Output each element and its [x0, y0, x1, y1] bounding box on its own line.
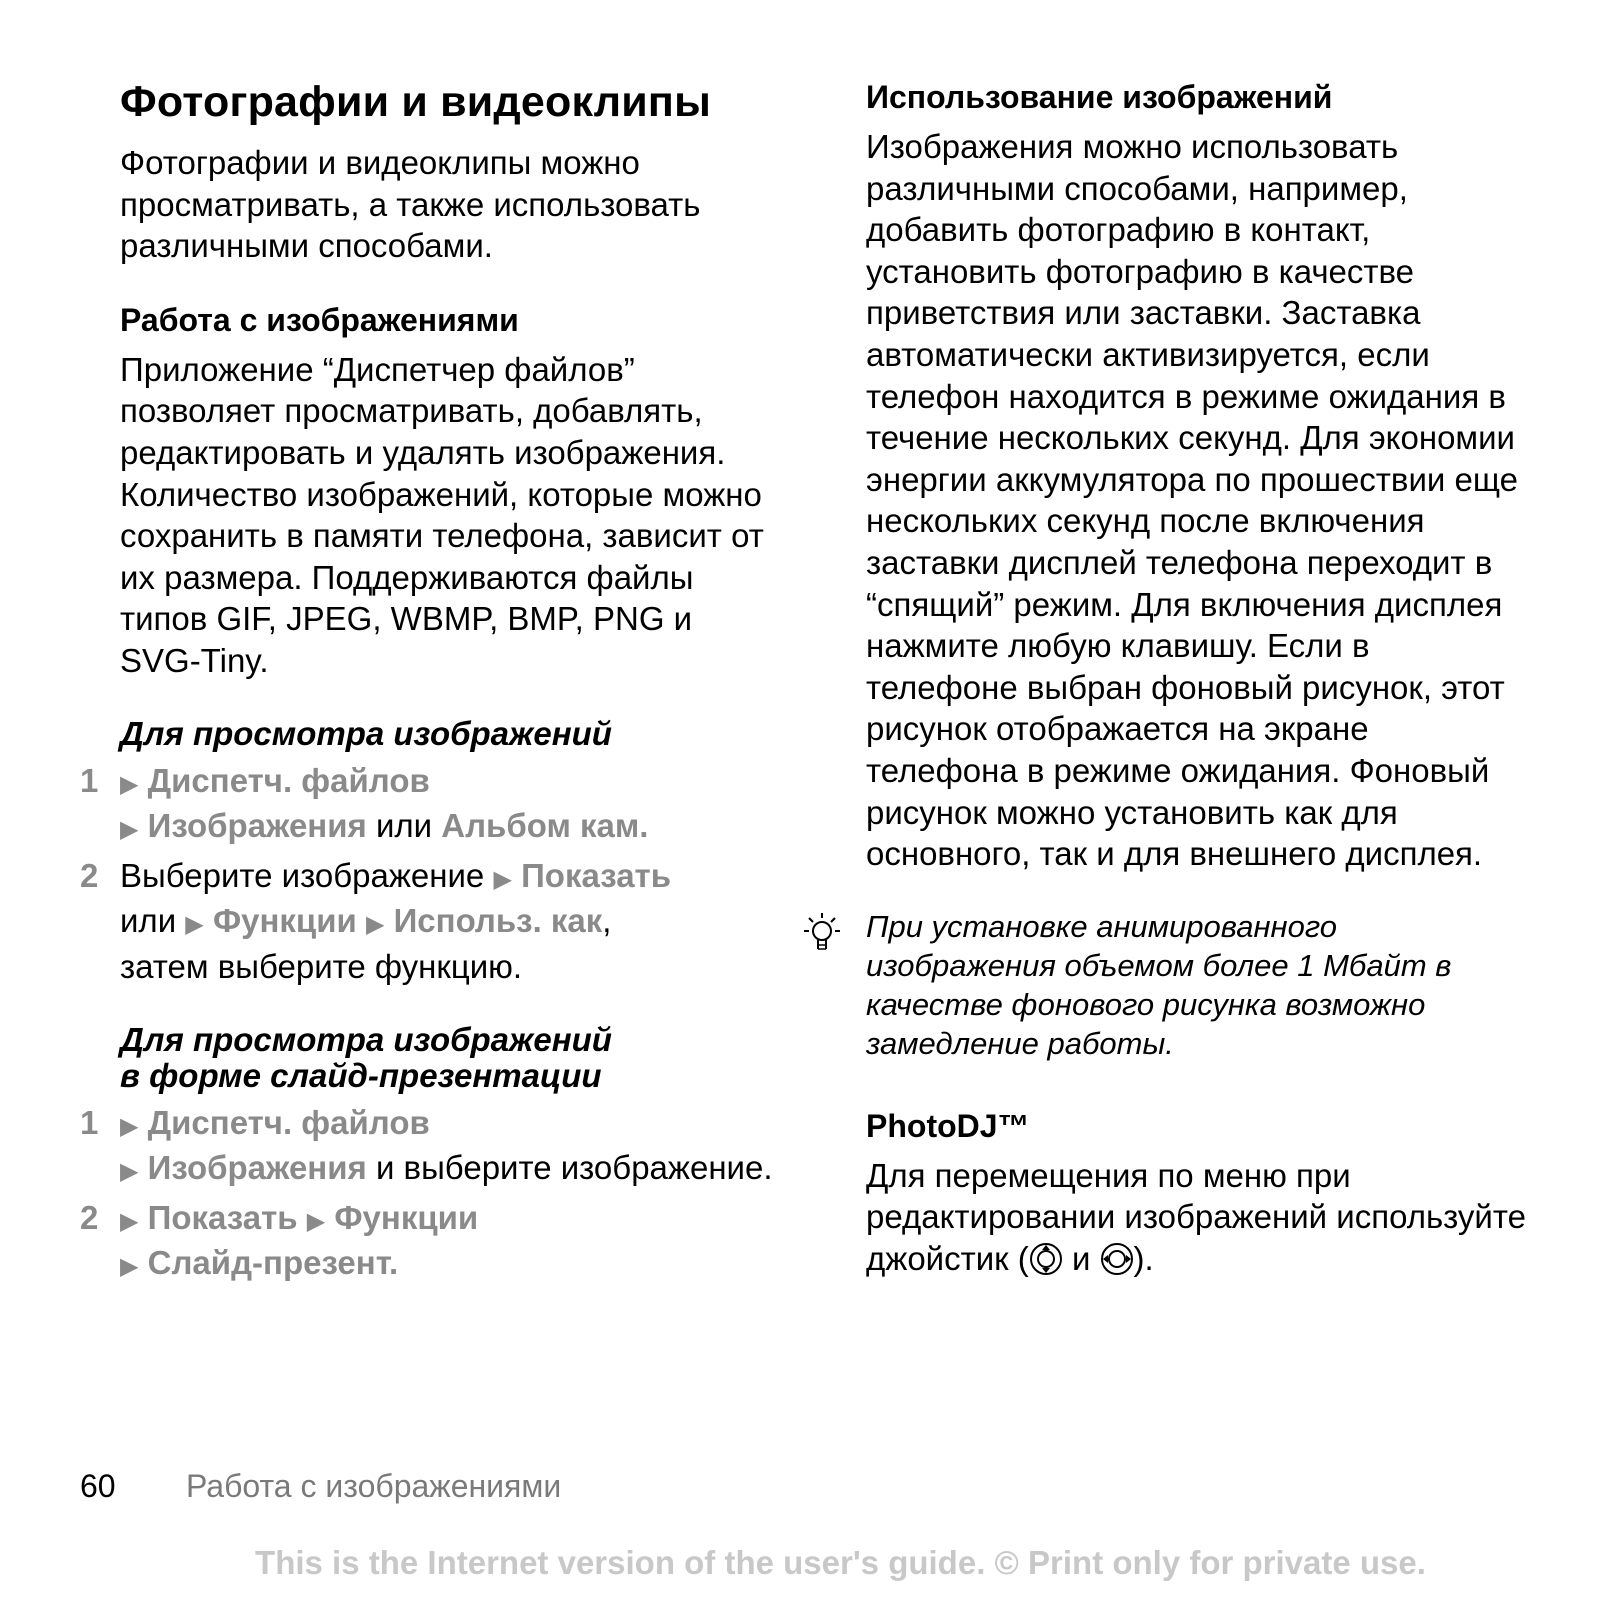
arrow-right-icon: ▶ — [120, 770, 139, 798]
procedure-view-images — [80, 714, 780, 988]
procedure-title-line-1: Для просмотра изображений — [120, 1020, 612, 1058]
right-column — [866, 72, 1526, 1279]
procedure-steps — [80, 760, 780, 988]
using-images-text: Изображения можно использовать различными способами, например, добавить фотографию в контакт, установить фотографию в качестве приветствия или заставки. Заставка автоматически активизируется, если телефон находится в режиме ожидания в течение нескольких секунд. Для экономии энергии аккумулятора по прошествии еще нескольких секунд после включения заставки дисплей телефона переходит в “спящий” режим. Для включения дисплея нажмите любую клавишу. Если в телефоне выбран фоновый рисунок, этот рисунок отображается на экране телефона в режиме ожидания. Фоновый рисунок можно установить как для основного, так и для внешнего дисплея. — [866, 128, 1518, 873]
step-number: 1 — [80, 761, 99, 799]
lightbulb-icon — [796, 909, 848, 961]
photodj-heading: PhotoDJ™ — [866, 1107, 1030, 1144]
step-2: 2 Выберите изображение ▶ Показать или ▶ Функции ▶ Использ. как, затем выберите функцию. — [80, 856, 671, 985]
menu-item-file-manager: Диспетч. файлов — [147, 1103, 430, 1141]
page-number: 60 — [80, 1468, 116, 1504]
step-text: затем выберите функцию. — [120, 947, 523, 985]
step-1 — [80, 760, 780, 851]
arrow-right-icon: ▶ — [493, 865, 512, 893]
step-number: 2 — [80, 856, 99, 894]
joystick-updown-icon — [1029, 1242, 1063, 1276]
procedure-steps — [80, 1102, 780, 1288]
photodj-and: и — [1071, 1239, 1091, 1277]
tip-text: При установке анимированного изображения объемом более 1 Мбайт в качестве фонового рисунка возможно замедление работы. — [866, 908, 1452, 1061]
watermark — [0, 1544, 1601, 1582]
menu-item-functions: Функции — [212, 902, 357, 940]
or-text: или — [375, 807, 433, 845]
watermark-text: This is the Internet version of the user's guide. © Print only for private use. — [255, 1544, 1426, 1581]
step-number: 1 — [80, 1103, 99, 1141]
arrow-right-icon: ▶ — [306, 1207, 326, 1235]
menu-item-images: Изображения — [147, 1149, 367, 1187]
page-title: Фотографии и видеоклипы — [120, 78, 711, 126]
arrow-right-icon: ▶ — [120, 1158, 139, 1186]
arrow-right-icon: ▶ — [120, 1112, 139, 1140]
menu-item-camera-album: Альбом кам. — [441, 807, 649, 845]
photodj-end: ). — [1133, 1239, 1154, 1277]
arrow-right-icon: ▶ — [120, 1253, 139, 1281]
menu-item-slideshow: Слайд-презент. — [147, 1244, 399, 1282]
joystick-leftright-icon — [1100, 1242, 1134, 1276]
step-text: и выберите изображение. — [375, 1149, 773, 1187]
footer-section-title: Работа с изображениями — [186, 1468, 562, 1504]
left-column — [80, 72, 780, 1292]
or-text: или — [120, 902, 177, 940]
tip-note — [866, 907, 1526, 1063]
arrow-right-icon: ▶ — [185, 911, 204, 939]
step-2 — [80, 1197, 780, 1288]
menu-item-use-as: Использ. как — [393, 902, 603, 940]
procedure-title-line-2: в форме слайд-презентации — [120, 1056, 602, 1094]
photodj-text — [866, 1155, 1526, 1280]
arrow-right-icon: ▶ — [120, 1207, 139, 1235]
arrow-right-icon: ▶ — [120, 816, 139, 844]
procedure-title: Для просмотра изображений — [120, 714, 612, 752]
section-text: Приложение “Диспетчер файлов” позволяет просматривать, добавлять, редактировать и удалять изображения. Количество изображений, которые можно сохранить в памяти телефона, зависит от их размера. Поддерживаются файлы типов GIF, JPEG, WBMP, BMP, PNG и SVG-Tiny. — [120, 350, 764, 679]
section-heading: Работа с изображениями — [120, 301, 519, 338]
step-number: 2 — [80, 1198, 99, 1236]
menu-item-file-manager: Диспетч. файлов — [147, 761, 430, 799]
step-1 — [80, 1102, 780, 1193]
menu-item-images: Изображения — [147, 807, 367, 845]
menu-item-show: Показать — [147, 1198, 298, 1236]
section-images — [120, 297, 780, 682]
menu-item-show: Показать — [521, 856, 671, 894]
section-photodj — [866, 1103, 1526, 1280]
menu-item-functions: Функции — [334, 1198, 479, 1236]
arrow-right-icon: ▶ — [365, 911, 385, 939]
procedure-title — [120, 1022, 780, 1094]
procedure-slideshow — [80, 1020, 780, 1288]
photodj-text-main: Для перемещения по меню при редактировании изображений используйте джойстик ( — [866, 1156, 1526, 1277]
section-heading-using-images: Использование изображений — [866, 79, 1333, 115]
intro-text: Фотографии и видеоклипы можно просматривать, а также использовать различными способами. — [120, 144, 701, 265]
step-text: Выберите изображение — [120, 856, 485, 894]
